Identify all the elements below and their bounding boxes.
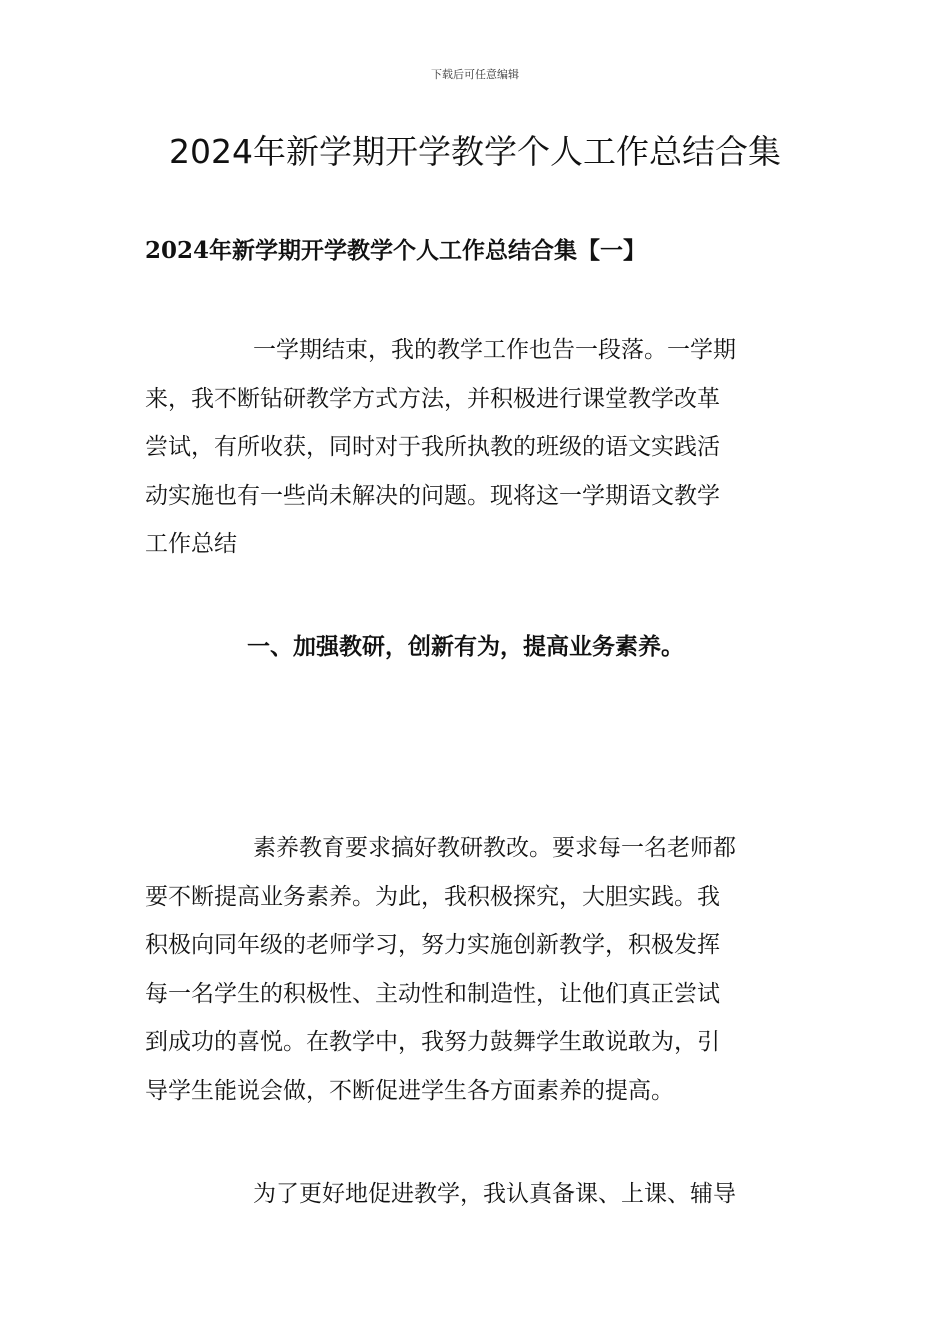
paragraph-line: 来，我不断钻研教学方式方法，并积极进行课堂教学改革 bbox=[145, 385, 720, 412]
paragraph-line: 积极向同年级的老师学习，努力实施创新教学，积极发挥 bbox=[145, 932, 720, 958]
paragraph-line: 工作总结 bbox=[145, 531, 237, 557]
paragraph-line: 每一名学生的积极性、主动性和制造性，让他们真正尝试 bbox=[145, 980, 720, 1007]
paragraph-quality-education bbox=[145, 824, 810, 1115]
paragraph-line: 要不断提高业务素养。为此，我积极探究，大胆实践。我 bbox=[145, 883, 720, 910]
subheading-research: 一、加强教研，创新有为，提高业务素养。 bbox=[247, 633, 684, 660]
paragraph-line: 导学生能说会做，不断促进学生各方面素养的提高。 bbox=[145, 1077, 674, 1104]
paragraph-line: 动实施也有一些尚未解决的问题。现将这一学期语文教学 bbox=[145, 482, 720, 509]
paragraph-line: 到成功的喜悦。在教学中，我努力鼓舞学生敢说敢为，引 bbox=[145, 1029, 720, 1055]
paragraph-line: 尝试，有所收获，同时对于我所执教的班级的语文实践活 bbox=[145, 434, 720, 460]
paragraph-line: 为了更好地促进教学，我认真备课、上课、辅导 bbox=[253, 1181, 736, 1207]
document-title: 2024年新学期开学教学个人工作总结合集 bbox=[169, 132, 781, 171]
paragraph-intro bbox=[145, 326, 810, 569]
paragraph-line: 一学期结束，我的教学工作也告一段落。一学期 bbox=[253, 337, 736, 363]
section-title: 2024年新学期开学教学个人工作总结合集【一】 bbox=[145, 237, 647, 264]
paragraph-line: 素养教育要求搞好教研教改。要求每一名老师都 bbox=[253, 835, 736, 861]
paragraph-teaching bbox=[145, 1170, 810, 1219]
header-note: 下载后可任意编辑 bbox=[431, 68, 519, 81]
